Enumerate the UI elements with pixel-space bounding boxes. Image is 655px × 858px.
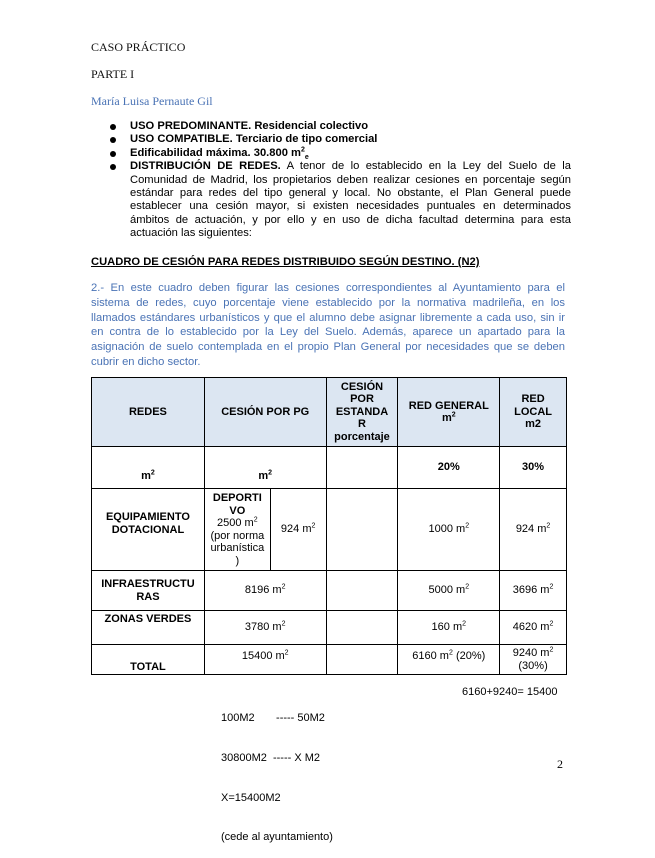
row-infraestructuras-name: INFRAESTRUCTU RAS [92,571,205,611]
calc-line: (cede al ayuntamiento) [221,831,333,844]
units-red-general: 20% [398,447,500,489]
units-estandar [326,447,398,489]
units-red-local: 30% [500,447,567,489]
header-redes: REDES [92,378,205,447]
infraestructuras-cesion-pg: 8196 $m^2$ [204,571,326,611]
list-item: USO PREDOMINANTE. Residencial colectivo [91,120,571,133]
header-cesion-estandar: CESIÓN POR ESTANDA R porcentaje [326,378,398,447]
table-header-row [92,378,567,447]
equipamiento-red-local: 924 $m^2$ [500,489,567,571]
row-equipamiento-name: EQUIPAMIENTO DOTACIONAL [92,489,205,571]
infraestructuras-red-local: 3696 $m^2$ [500,571,567,611]
section-title: CUADRO DE CESIÓN PARA REDES DISTRIBUIDO SEGÚN DESTINO. (N2) [91,256,480,268]
equipamiento-red-general: 1000 $m^2$ [398,489,500,571]
zonas-verdes-cesion-pg: 3780 $m^2$ [204,611,326,645]
equipamiento-pg-value: 924 $m^2$ [270,489,326,571]
table-row [92,447,567,489]
header-cesion-pg: CESIÓN POR PG [204,378,326,447]
page-number: 2 [557,757,563,771]
header-red-general: RED GENERAL $m^2$ [398,378,500,447]
list-item: Edificabilidad máxima. 30.800 $m^2_e$ [91,147,571,160]
total-cesion-pg: 15400 $m^2$ [204,645,326,675]
zonas-verdes-red-local: 4620 $m^2$ [500,611,567,645]
bullet-icon [110,137,116,143]
table-row [92,571,567,611]
calc-sum: 6160+9240= 15400 [462,686,558,698]
list-item: DISTRIBUCIÓN DE REDES. A tenor de lo establecido en la Ley del Suelo de la Comunidad de Madrid, los propietarios deben realizar cesiones en porcentaje según estándar para redes del tipo general y local. No obstante, el Plan General puede establecer una cesión mayor, si existen necesidades puntuales en determinados ámbitos de actuación, y por ello y en uso de dicha facultad determina para esta actuación las siguientes: [91,160,571,240]
table-row [92,611,567,645]
calc-line: X=15400M2 [221,791,281,804]
infraestructuras-red-general: 5000 $m^2$ [398,571,500,611]
author-name: María Luisa Pernaute Gil [91,94,213,108]
equipamiento-deportivo: DEPORTI VO 2500 $m^2$ (por norma urbanística ) [204,489,270,571]
explanatory-paragraph: 2.- En este cuadro deben figurar las cesiones correspondientes al Ayuntamiento para el sistema de redes, cuyo porcentaje viene establecido por la normativa madrileña, en los llamados estándares urbanísticos y que el alumno debe asignar libremente a cada uso, sin ir en contra de lo establecido por la Ley del Suelo. Además, aparece un apartado para la asignación de suelo contemplada en el propio Plan General por necesidades que se deben cubrir en dicho sector. [91,282,565,368]
header-red-local: RED LOCAL m2 [500,378,567,447]
calculation-block [221,686,333,858]
bullet-icon [110,124,116,130]
units-redes: $m^2$ [92,447,205,489]
list-item: USO COMPATIBLE. Terciario de tipo comercial [91,133,571,146]
zonas-verdes-red-general: 160 $m^2$ [398,611,500,645]
usage-bullet-list [91,120,571,241]
row-zonas-verdes-name: ZONAS VERDES [92,611,205,645]
total-red-general: 6160 $m^2$ (20%) [398,645,500,675]
cession-table [91,377,567,675]
bullet-icon [110,164,116,170]
units-cesion-pg: $m^2$ [204,447,326,489]
part-heading: PARTE I [91,67,135,81]
row-total-name: TOTAL [92,645,205,675]
total-estandar [326,645,398,675]
infraestructuras-estandar [326,571,398,611]
total-red-local: 9240 $m^2$ (30%) [500,645,567,675]
zonas-verdes-estandar [326,611,398,645]
bullet-icon [110,151,116,157]
table-row [92,489,567,571]
calc-line: 100M2 ----- 50M2 [221,712,325,725]
calc-line: 30800M2 ----- X M2 [221,752,321,765]
equipamiento-estandar [326,489,398,571]
document-title: CASO PRÁCTICO [91,40,186,54]
table-row [92,645,567,675]
